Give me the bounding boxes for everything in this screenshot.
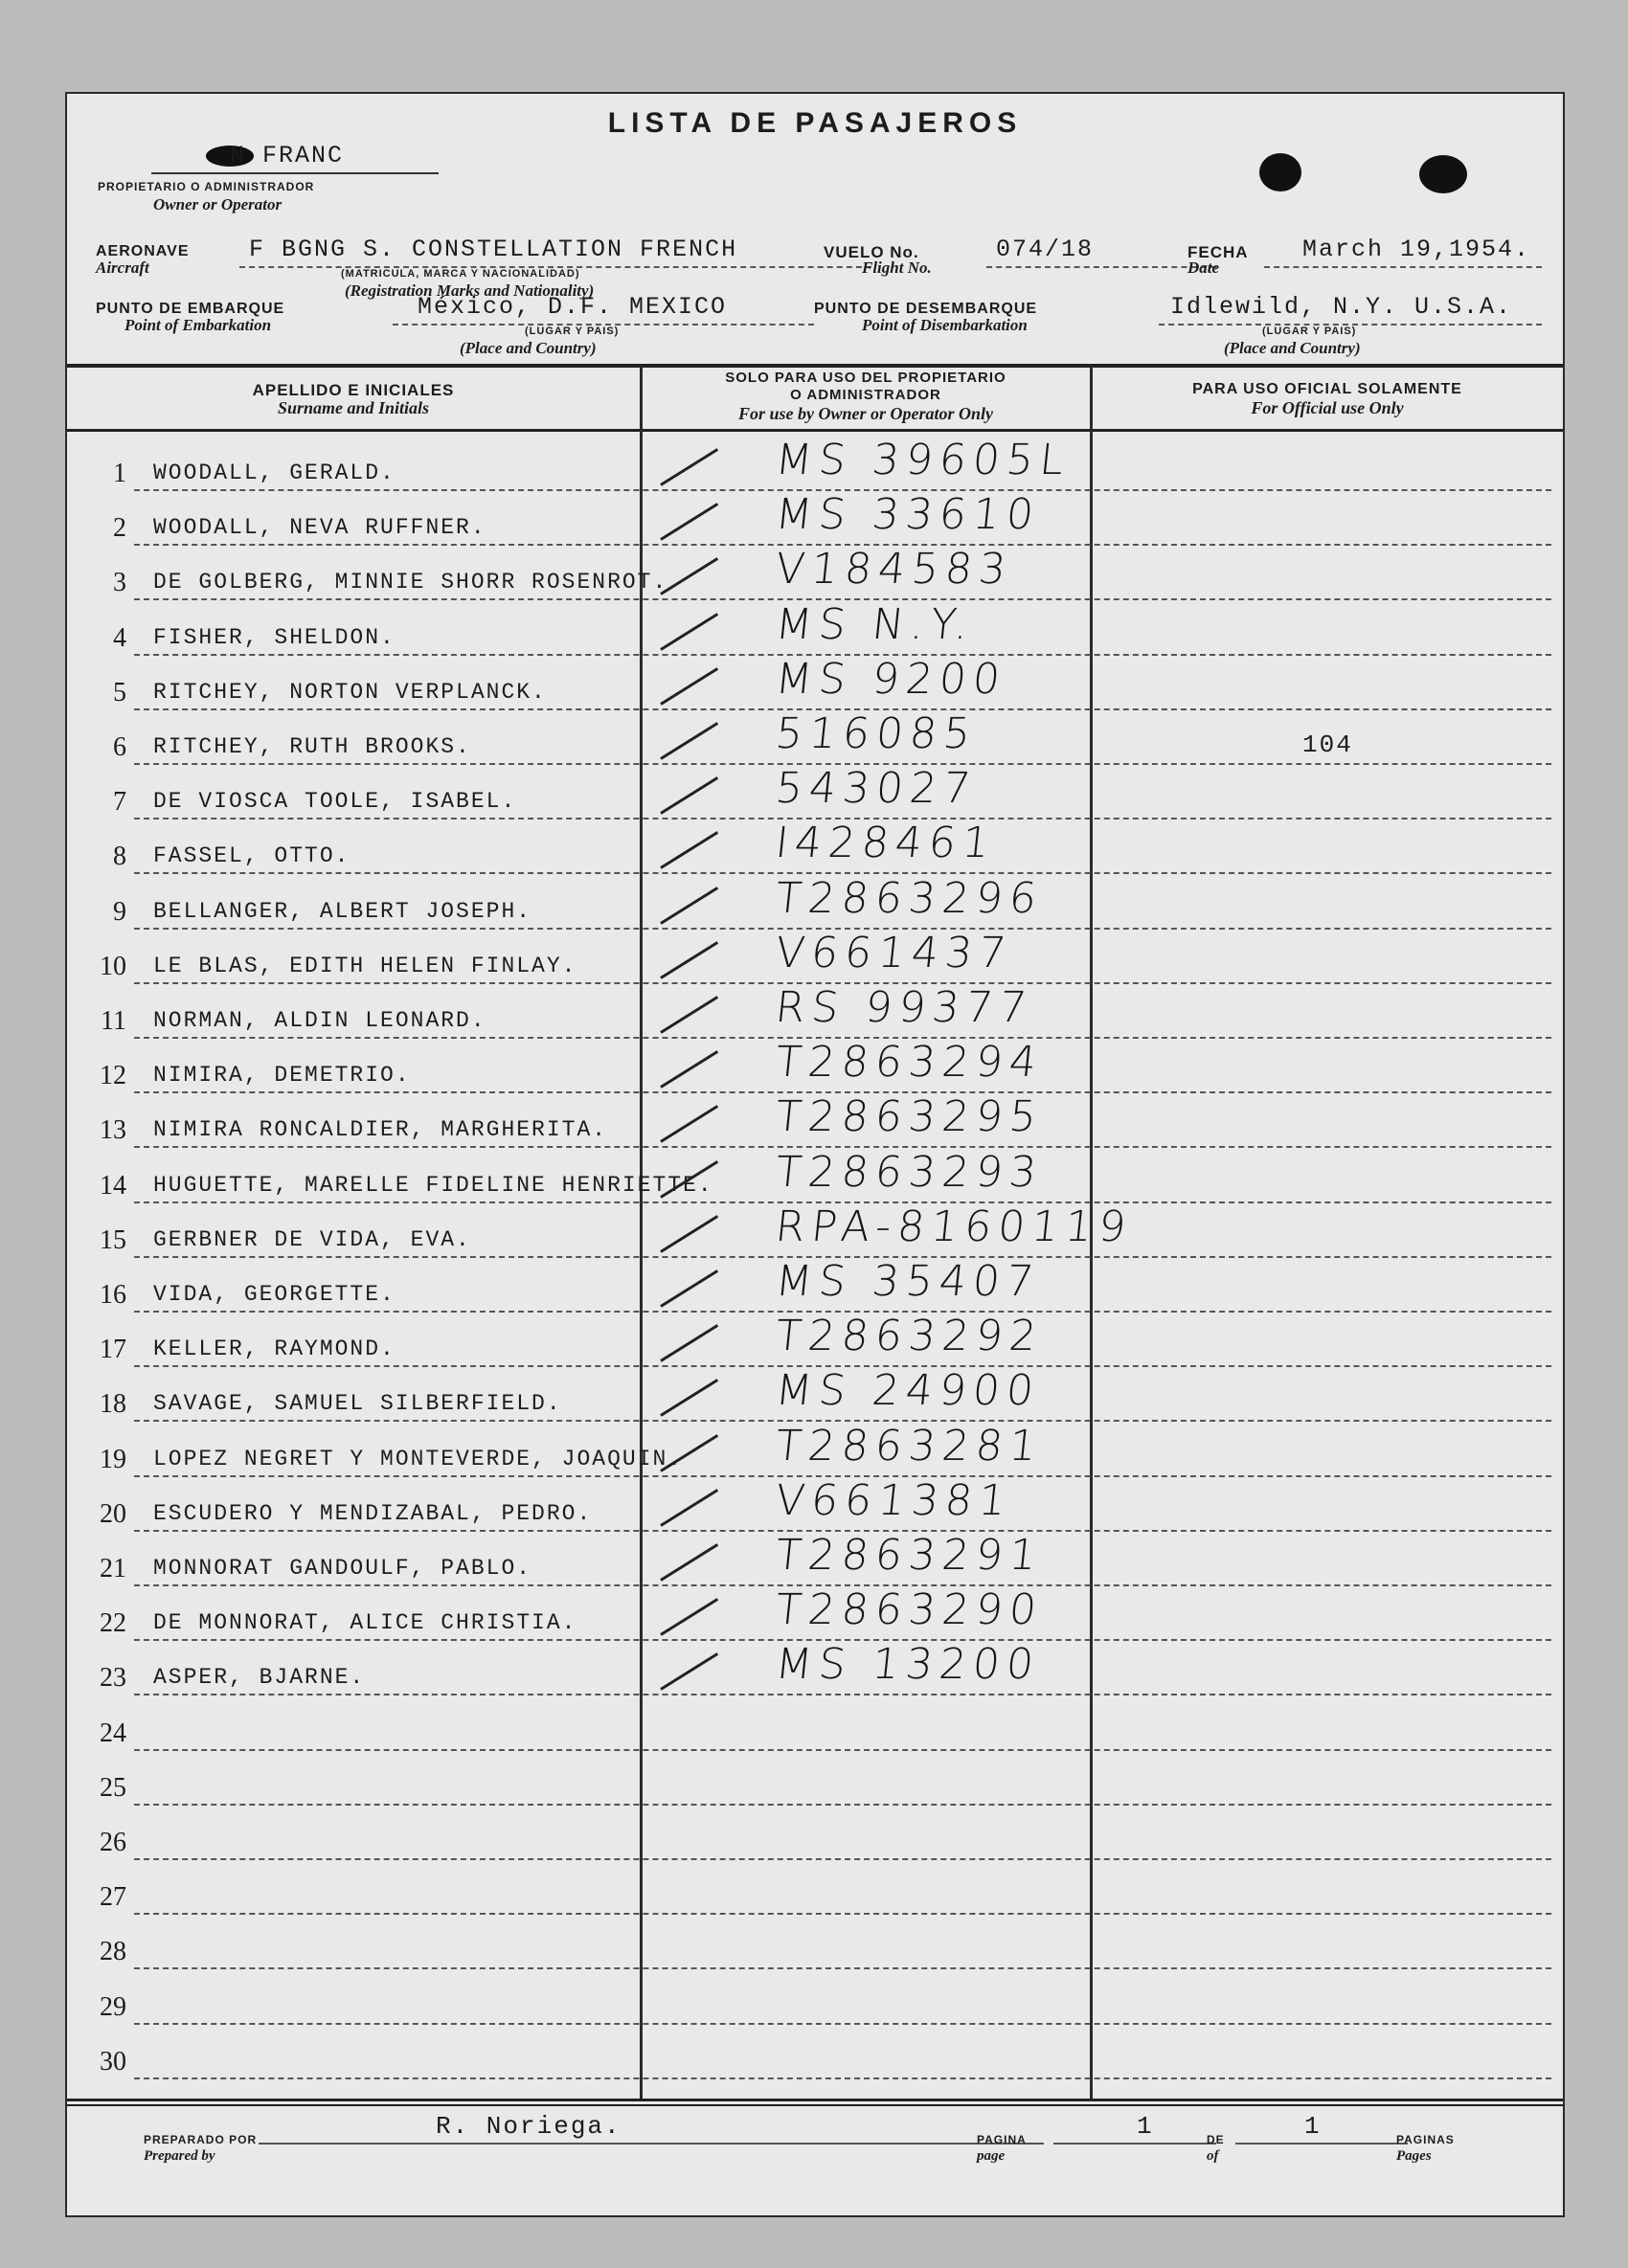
page-value: 1 (1137, 2112, 1154, 2141)
embark-label-es: PUNTO DE EMBARQUE (96, 301, 285, 317)
passport-number: MS N.Y. (773, 600, 978, 649)
check-mark (660, 1215, 718, 1253)
check-mark (660, 941, 718, 979)
flight-rule (986, 266, 1216, 268)
check-mark (660, 667, 718, 706)
disembark-value: Idlewild, N.Y. U.S.A. (1170, 293, 1513, 321)
table-bottom-rule-2 (67, 2104, 1563, 2106)
table-top-rule (67, 364, 1563, 368)
passport-number: T2863294 (773, 1038, 1046, 1087)
passport-number: T2863290 (773, 1585, 1046, 1634)
check-mark (660, 722, 718, 760)
official-use-header-en: For Official use Only (1251, 398, 1404, 417)
owner-use-header-2: O ADMINISTRADOR (790, 387, 941, 403)
official-use-header: PARA USO OFICIAL SOLAMENTE (1192, 381, 1462, 397)
passenger-name: KELLER, RAYMOND. (153, 1336, 396, 1361)
passenger-name: LE BLAS, EDITH HELEN FINLAY. (153, 954, 577, 978)
passport-number: 543027 (773, 764, 980, 813)
ink-blot (1419, 155, 1467, 193)
row-rule (134, 1749, 1551, 1751)
row-number: 15 (100, 1225, 126, 1255)
passenger-name: FASSEL, OTTO. (153, 843, 350, 868)
passenger-name: NORMAN, ALDIN LEONARD. (153, 1008, 486, 1033)
row-rule (134, 2077, 1551, 2079)
row-number: 23 (100, 1663, 126, 1693)
check-mark (660, 831, 718, 869)
passenger-name: NIMIRA, DEMETRIO. (153, 1063, 411, 1088)
aircraft-sub-en: (Registration Marks and Nationality) (345, 281, 595, 300)
row-number: 30 (100, 2047, 126, 2077)
passenger-name: HUGUETTE, MARELLE FIDELINE HENRIETTE. (153, 1173, 713, 1198)
row-number: 4 (113, 623, 126, 653)
passport-number: V661381 (773, 1476, 1015, 1525)
passport-number: T2863281 (773, 1422, 1046, 1471)
passenger-name: DE GOLBERG, MINNIE SHORR ROSENROT. (153, 570, 668, 595)
passenger-name: RITCHEY, RUTH BROOKS. (153, 734, 471, 759)
of-value: 1 (1304, 2112, 1322, 2141)
row-rule (134, 1967, 1551, 1969)
flight-label-en: Flight No. (862, 258, 932, 277)
disembark-label-en: Point of Disembarkation (862, 316, 1028, 334)
row-number: 22 (100, 1608, 126, 1638)
passenger-name: WOODALL, NEVA RUFFNER. (153, 515, 486, 540)
disembark-sub-en: (Place and Country) (1224, 339, 1361, 357)
passport-number: T2863293 (773, 1148, 1046, 1197)
row-number: 8 (113, 842, 126, 871)
document-title: LISTA DE PASAJEROS (607, 107, 1023, 139)
row-number: 1 (113, 459, 126, 488)
date-value: March 19,1954. (1302, 236, 1531, 263)
row-number: 12 (100, 1061, 126, 1090)
check-mark (660, 1598, 718, 1636)
prepared-by-rule (259, 2143, 1044, 2144)
owner-label-en: Owner or Operator (153, 195, 283, 213)
prepared-by-value: R. Noriega. (436, 2112, 622, 2141)
row-number: 13 (100, 1115, 126, 1145)
check-mark (660, 1269, 718, 1308)
date-rule (1264, 266, 1542, 268)
row-number: 2 (113, 513, 126, 543)
aircraft-label-es: AERONAVE (96, 243, 190, 259)
passport-number: MS 35407 (773, 1257, 1043, 1306)
passenger-name: ASPER, BJARNE. (153, 1665, 366, 1690)
row-number: 26 (100, 1828, 126, 1857)
owner-label-es: PROPIETARIO O ADMINISTRADOR (98, 180, 315, 193)
check-mark (660, 613, 718, 651)
passenger-name: NIMIRA RONCALDIER, MARGHERITA. (153, 1117, 608, 1142)
passenger-name: LOPEZ NEGRET Y MONTEVERDE, JOAQUIN. (153, 1447, 684, 1471)
row-number: 10 (100, 952, 126, 981)
check-mark (660, 887, 718, 925)
date-label-en: Date (1187, 258, 1220, 277)
passport-number: RPA-8160119 (773, 1202, 1135, 1251)
of-label-en: of (1207, 2148, 1219, 2164)
check-mark (660, 557, 718, 595)
table-bottom-rule (67, 2099, 1563, 2101)
row-number: 6 (113, 732, 126, 762)
row-rule (134, 1804, 1551, 1806)
passenger-name: DE MONNORAT, ALICE CHRISTIA. (153, 1610, 577, 1635)
passport-number: T2863291 (773, 1531, 1046, 1580)
embark-sub-en: (Place and Country) (460, 339, 597, 357)
owner-use-header: SOLO PARA USO DEL PROPIETARIO (725, 370, 1006, 386)
passport-number: T2863292 (773, 1312, 1046, 1360)
row-number: 11 (101, 1006, 126, 1036)
passenger-name: VIDA, GEORGETTE. (153, 1282, 396, 1307)
row-number: 29 (100, 1992, 126, 2022)
check-mark (660, 996, 718, 1034)
row-number: 3 (113, 568, 126, 597)
row-rule (134, 1694, 1551, 1695)
passport-number: MS 9200 (773, 655, 1009, 704)
passenger-name: SAVAGE, SAMUEL SILBERFIELD. (153, 1391, 562, 1416)
aircraft-sub-es: (MATRICULA, MARCA Y NACIONALIDAD) (341, 268, 580, 280)
row-number: 27 (100, 1882, 126, 1912)
passport-number: V661437 (773, 929, 1015, 977)
passport-number: MS 13200 (773, 1640, 1043, 1689)
page-rule (1053, 2143, 1216, 2144)
check-mark (660, 1652, 718, 1691)
passenger-name: FISHER, SHELDON. (153, 625, 396, 650)
check-mark (660, 448, 718, 486)
passenger-name: ESCUDERO Y MENDIZABAL, PEDRO. (153, 1501, 593, 1526)
passenger-name: RITCHEY, NORTON VERPLANCK. (153, 680, 547, 705)
embark-label-en: Point of Embarkation (124, 316, 272, 334)
column-divider-owner (640, 366, 643, 2099)
aircraft-label-en: Aircraft (96, 258, 149, 277)
check-mark (660, 1379, 718, 1417)
passenger-name: WOODALL, GERALD. (153, 460, 396, 485)
check-mark (660, 1324, 718, 1362)
passport-number: I428461 (773, 819, 999, 867)
row-rule (134, 1913, 1551, 1915)
row-number: 25 (100, 1773, 126, 1803)
pages-label-es: PAGINAS (1396, 2133, 1455, 2146)
passport-number: T2863295 (773, 1092, 1046, 1141)
passport-number: T2863296 (773, 874, 1046, 923)
row-rule (134, 2023, 1551, 2025)
table-header-rule (67, 429, 1563, 432)
surname-column-header-en: Surname and Initials (277, 398, 430, 417)
passenger-name: DE VIOSCA TOOLE, ISABEL. (153, 789, 517, 814)
row-number: 20 (100, 1499, 126, 1529)
passport-number: MS 33610 (773, 490, 1043, 539)
owner-use-header-en: For use by Owner or Operator Only (737, 404, 994, 423)
row-number: 16 (100, 1280, 126, 1310)
row-rule (134, 1858, 1551, 1860)
row-number: 18 (100, 1389, 126, 1419)
check-mark (660, 1489, 718, 1527)
flight-label-es: VUELO No. (824, 243, 919, 261)
embark-value: México, D.F. MEXICO (418, 293, 728, 321)
owner-rule (151, 172, 439, 174)
ink-blot (1259, 153, 1301, 191)
page-label-es: PAGINA (977, 2133, 1027, 2146)
check-mark (660, 1105, 718, 1143)
row-number: 28 (100, 1937, 126, 1966)
passport-number: V184583 (773, 545, 1015, 594)
passport-number: 516085 (773, 709, 980, 758)
pages-label-en: Pages (1396, 2148, 1432, 2164)
passport-number: MS 24900 (773, 1366, 1043, 1415)
passenger-name: MONNORAT GANDOULF, PABLO. (153, 1556, 532, 1581)
owner-value: N FRANC (230, 142, 345, 169)
row-number: 9 (113, 897, 126, 927)
row-number: 17 (100, 1335, 126, 1364)
row-number: 19 (100, 1445, 126, 1474)
embark-sub-es: (LUGAR Y PAIS) (525, 326, 620, 337)
prepared-by-label-es: PREPARADO POR (144, 2133, 258, 2146)
check-mark (660, 1050, 718, 1089)
of-label-es: DE (1207, 2133, 1225, 2146)
date-label-es: FECHA (1187, 243, 1249, 261)
prepared-by-label-en: Prepared by (144, 2148, 215, 2164)
row-number: 5 (113, 678, 126, 707)
flight-value: 074/18 (996, 236, 1095, 263)
check-mark (660, 503, 718, 541)
row-number: 21 (100, 1554, 126, 1583)
passport-number: RS 99377 (773, 983, 1036, 1032)
surname-column-header: APELLIDO E INICIALES (252, 381, 455, 399)
passport-number: MS 39605L (773, 436, 1074, 484)
row-number: 14 (100, 1171, 126, 1201)
disembark-sub-es: (LUGAR Y PAIS) (1262, 326, 1357, 337)
passenger-list-sheet (65, 92, 1565, 2217)
row-number: 24 (100, 1718, 126, 1748)
passenger-name: BELLANGER, ALBERT JOSEPH. (153, 899, 532, 924)
official-note: 104 (1302, 730, 1353, 759)
aircraft-value: F BGNG S. CONSTELLATION FRENCH (249, 236, 738, 263)
passenger-name: GERBNER DE VIDA, EVA. (153, 1227, 471, 1252)
of-rule (1235, 2143, 1408, 2144)
row-number: 7 (113, 787, 126, 817)
check-mark (660, 1543, 718, 1582)
disembark-label-es: PUNTO DE DESEMBARQUE (814, 301, 1038, 317)
check-mark (660, 776, 718, 815)
page-label-en: page (977, 2148, 1006, 2164)
